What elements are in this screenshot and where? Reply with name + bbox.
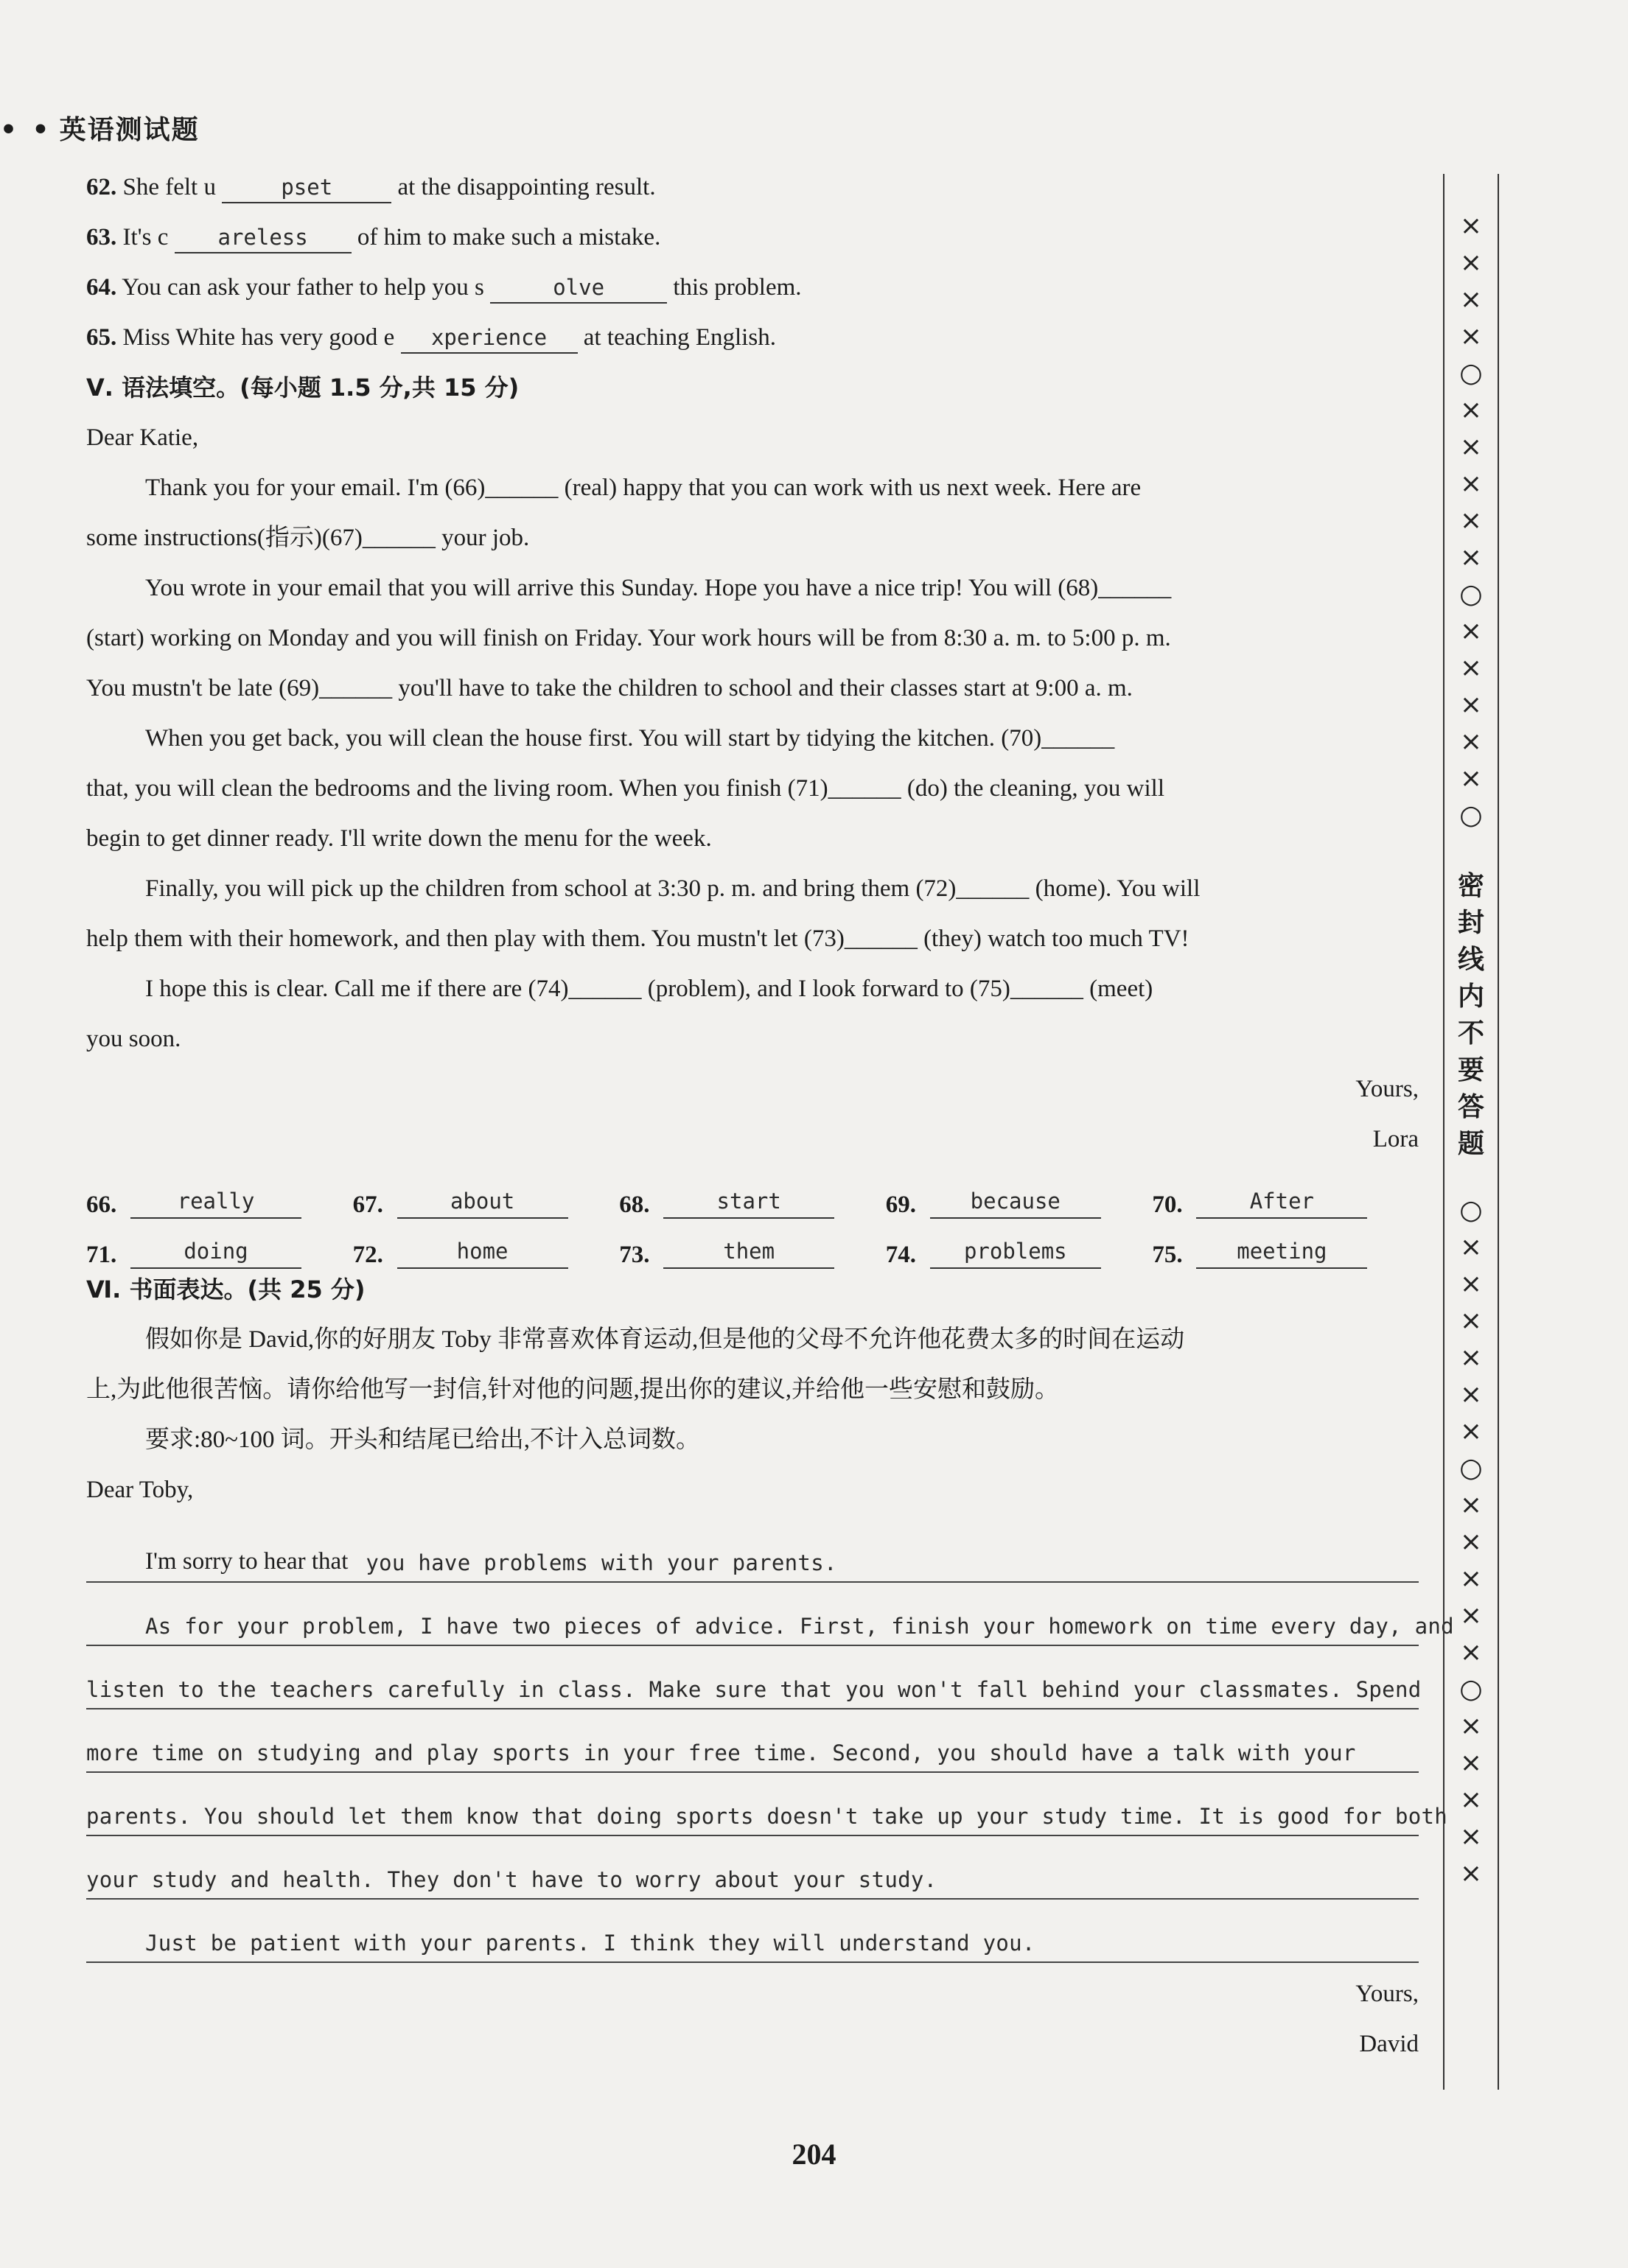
seal-char: 要 <box>1457 1055 1484 1085</box>
answer-text: areless <box>217 225 308 250</box>
answer-cell <box>886 1235 1153 1269</box>
answer-text: olve <box>553 275 605 300</box>
answer-blank[interactable] <box>490 273 667 304</box>
question-text: It's c <box>122 224 169 251</box>
cross-mark: × <box>1459 690 1483 720</box>
answer-cell <box>1152 1235 1419 1269</box>
writing-prompt: 假如你是 David,你的好朋友 Toby 非常喜欢体育运动,但是他的父母不允许他花费太多的时间在运动 <box>145 1326 1185 1353</box>
letter-line: begin to get dinner ready. I'll write down the menu for the week. <box>86 825 712 852</box>
seal-char: 密 <box>1457 871 1484 901</box>
header-dots: • • <box>0 115 52 145</box>
cross-mark: × <box>1459 1748 1483 1778</box>
answer-row <box>86 1169 1419 1219</box>
letter-line: You wrote in your email that you will arrive this Sunday. Hope you have a nice trip! You will (68)______ <box>145 575 1172 601</box>
question-text: at the disappointing result. <box>397 174 656 200</box>
answer-text: xperience <box>430 325 548 350</box>
answer-field[interactable]: because <box>930 1185 1101 1219</box>
essay-text: Just be patient with your parents. I think they will understand you. <box>145 1931 1035 1956</box>
section-5-title: Ⅴ. 语法填空。(每小题 1.5 分,共 15 分) <box>86 374 520 402</box>
cross-mark: × <box>1459 469 1483 499</box>
answer-number: 73. <box>619 1242 650 1268</box>
cross-mark: × <box>1459 211 1483 241</box>
answer-number: 68. <box>619 1191 650 1218</box>
main-content <box>86 167 1454 2073</box>
question-text: of him to make such a mistake. <box>357 224 661 251</box>
cross-mark: × <box>1459 1379 1483 1410</box>
essay-line[interactable] <box>86 1773 1447 1836</box>
essay-opening: I'm sorry to hear that <box>145 1548 349 1575</box>
letter-line: Thank you for your email. I'm (66)______ (real) happy that you can work with us next week. Here are <box>145 475 1142 501</box>
binding-margin <box>1453 208 1489 1892</box>
essay-line[interactable] <box>86 1900 1419 1963</box>
answer-cell <box>619 1185 886 1219</box>
question-number: 63. <box>86 224 117 251</box>
answer-field[interactable]: them <box>663 1235 834 1269</box>
essay-signature: David <box>1359 2031 1419 2057</box>
header-title: 英语测试题 <box>59 115 200 145</box>
answer-cell <box>619 1235 886 1269</box>
letter-line: you soon. <box>86 1026 181 1052</box>
cross-mark: × <box>1459 1785 1483 1815</box>
cross-mark: × <box>1459 1637 1483 1667</box>
writing-prompt: 上,为此他很苦恼。请你给他写一封信,针对他的问题,提出你的建议,并给他一些安慰和鼓励。 <box>86 1376 1059 1403</box>
question-text: Miss White has very good e <box>122 324 395 351</box>
answer-text: pset <box>281 175 333 200</box>
cross-mark: × <box>1459 248 1483 278</box>
circle-mark: ○ <box>1459 800 1483 830</box>
answer-field[interactable]: problems <box>930 1235 1101 1269</box>
cross-mark: × <box>1459 395 1483 425</box>
question-number: 62. <box>86 174 117 200</box>
answer-blank[interactable] <box>175 223 352 253</box>
seal-char: 不 <box>1457 1018 1484 1049</box>
essay-line[interactable] <box>86 1519 1419 1583</box>
seal-char: 题 <box>1457 1129 1484 1159</box>
question-65 <box>86 317 1419 367</box>
seal-char: 线 <box>1457 945 1484 975</box>
cross-mark: × <box>1459 1564 1483 1594</box>
cross-mark: × <box>1459 1600 1483 1631</box>
answer-number: 75. <box>1152 1242 1183 1268</box>
cross-mark: × <box>1459 284 1483 315</box>
question-number: 65. <box>86 324 117 351</box>
circle-mark: ○ <box>1459 358 1483 388</box>
answer-field[interactable]: about <box>397 1185 568 1219</box>
cross-mark: × <box>1459 1343 1483 1373</box>
answer-blank[interactable] <box>222 172 391 203</box>
essay-line[interactable] <box>86 1836 1419 1900</box>
answer-cell <box>86 1235 353 1269</box>
seal-char: 答 <box>1457 1092 1484 1122</box>
essay-text: more time on studying and play sports in your free time. Second, you should have a talk with your <box>86 1740 1356 1765</box>
answer-field[interactable]: meeting <box>1196 1235 1367 1269</box>
answer-cell <box>353 1235 620 1269</box>
letter-closing: Yours, <box>1355 1076 1419 1102</box>
cross-mark: × <box>1459 1416 1483 1446</box>
answer-number: 69. <box>885 1191 917 1218</box>
essay-line[interactable] <box>86 1583 1454 1646</box>
essay-text: your study and health. They don't have to worry about your study. <box>86 1867 937 1892</box>
letter-line: (start) working on Monday and you will finish on Friday. Your work hours will be from 8:30 a. m. to 5:00 p. m. <box>86 625 1171 651</box>
answer-blank[interactable] <box>401 323 578 354</box>
cross-mark: × <box>1459 505 1483 536</box>
question-text: this problem. <box>673 274 802 301</box>
letter-line: You mustn't be late (69)______ you'll have to take the children to school and their classes start at 9:00 a. m. <box>86 675 1133 701</box>
answer-field[interactable]: After <box>1196 1185 1367 1219</box>
section-6-title: Ⅵ. 书面表达。(共 25 分) <box>86 1275 366 1303</box>
answer-number: 66. <box>86 1191 117 1218</box>
binding-line-right <box>1498 174 1499 2090</box>
writing-requirement: 要求:80~100 词。开头和结尾已给出,不计入总词数。 <box>145 1427 701 1453</box>
cross-mark: × <box>1459 542 1483 573</box>
cross-mark: × <box>1459 1821 1483 1852</box>
essay-text: parents. You should let them know that doing sports doesn't take up your study time. It is good for both <box>86 1804 1447 1829</box>
answer-field[interactable]: doing <box>130 1235 301 1269</box>
page-header <box>0 109 200 147</box>
essay-greeting: Dear Toby, <box>86 1477 194 1503</box>
essay-closing: Yours, <box>1355 1981 1419 2007</box>
answer-number: 67. <box>352 1191 383 1218</box>
answer-cell <box>886 1185 1153 1219</box>
answer-number: 71. <box>86 1242 117 1268</box>
question-text: She felt u <box>122 174 216 200</box>
circle-mark: ○ <box>1459 1674 1483 1704</box>
letter-signature: Lora <box>1372 1126 1419 1152</box>
answer-grid <box>86 1169 1419 1269</box>
answer-number: 74. <box>885 1242 917 1268</box>
letter-line: When you get back, you will clean the house first. You will start by tidying the kitchen. (70)______ <box>145 725 1115 752</box>
answer-row <box>86 1219 1419 1269</box>
question-number: 64. <box>86 274 117 301</box>
cross-mark: × <box>1459 1232 1483 1262</box>
cross-mark: × <box>1459 1490 1483 1520</box>
letter-line: I hope this is clear. Call me if there are (74)______ (problem), and I look forward to (75)______ (meet) <box>145 976 1153 1002</box>
question-text: You can ask your father to help you s <box>122 274 484 301</box>
cross-mark: × <box>1459 1711 1483 1741</box>
answer-number: 72. <box>352 1242 383 1268</box>
cross-mark: × <box>1459 727 1483 757</box>
seal-char: 内 <box>1457 981 1484 1012</box>
cross-mark: × <box>1459 653 1483 683</box>
answer-cell <box>1152 1185 1419 1219</box>
seal-char: 封 <box>1457 908 1484 938</box>
letter-line: some instructions(指示)(67)______ your job. <box>86 525 530 551</box>
question-64 <box>86 267 1419 317</box>
answer-number: 70. <box>1152 1191 1183 1218</box>
answer-field[interactable]: home <box>397 1235 568 1269</box>
essay-line[interactable] <box>86 1709 1419 1773</box>
binding-line-left <box>1443 174 1444 2090</box>
essay-text: listen to the teachers carefully in class. Make sure that you won't fall behind your classmates. Spend <box>86 1677 1422 1702</box>
circle-mark: ○ <box>1459 1453 1483 1483</box>
page-number: 204 <box>792 2138 836 2171</box>
circle-mark: ○ <box>1459 1195 1483 1225</box>
answer-cell <box>353 1185 620 1219</box>
cross-mark: × <box>1459 321 1483 351</box>
circle-mark: ○ <box>1459 579 1483 609</box>
essay-line[interactable] <box>86 1646 1422 1709</box>
cross-mark: × <box>1459 763 1483 794</box>
answer-field[interactable]: really <box>130 1185 301 1219</box>
cross-mark: × <box>1459 1269 1483 1299</box>
question-62 <box>86 167 1419 217</box>
letter-greeting: Dear Katie, <box>86 424 199 451</box>
cross-mark: × <box>1459 1858 1483 1889</box>
cross-mark: × <box>1459 616 1483 646</box>
letter-line: help them with their homework, and then play with them. You mustn't let (73)______ (they) watch too much TV! <box>86 925 1189 952</box>
answer-cell <box>86 1185 353 1219</box>
cross-mark: × <box>1459 1306 1483 1336</box>
essay-text: you have problems with your parents. <box>366 1550 837 1575</box>
answer-field[interactable]: start <box>663 1185 834 1219</box>
letter-line: that, you will clean the bedrooms and the living room. When you finish (71)______ (do) the cleaning, you will <box>86 775 1165 802</box>
letter-line: Finally, you will pick up the children from school at 3:30 p. m. and bring them (72)______ (home). You will <box>145 875 1201 902</box>
question-text: at teaching English. <box>583 324 776 351</box>
cross-mark: × <box>1459 432 1483 462</box>
cross-mark: × <box>1459 1527 1483 1557</box>
essay-text: As for your problem, I have two pieces of advice. First, finish your homework on time every day, and <box>145 1614 1454 1639</box>
question-63 <box>86 217 1419 267</box>
